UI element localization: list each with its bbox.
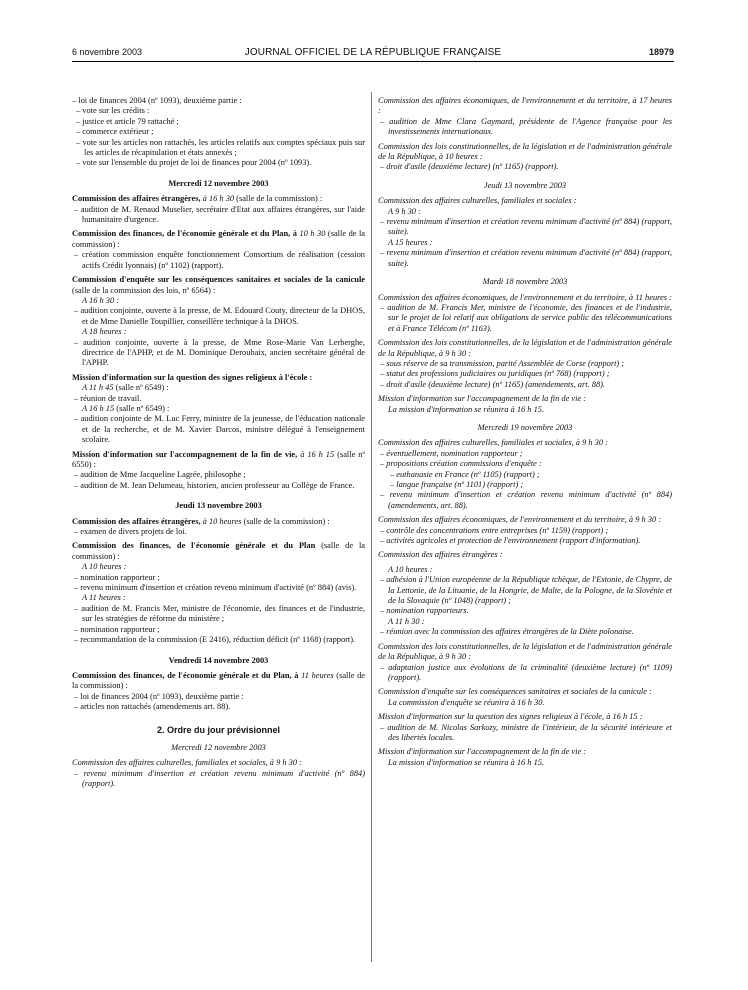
agenda-entry [72,517,365,527]
list-item: – création commission enquête fonctionnement Consortium de réalisation (cession actifs Crédit lyonnais) (nº 1102) (rapport). [74,250,365,270]
entry-title: Commission des finances, de l'économie générale et du Plan, à [72,229,297,239]
entry-title: Commission des finances, de l'économie générale et du Plan, à [72,670,299,680]
page-header [72,47,674,61]
date-heading: Mardi 18 novembre 2003 [482,277,568,287]
entry-title: Commission des affaires étrangères, [72,194,201,204]
entry-title: Mission d'information sur la question des signes religieux à l'école : [72,372,313,382]
date-heading: Vendredi 14 novembre 2003 [168,655,269,665]
agenda-entry: Commission des affaires économiques, de l'environnement et du territoire, à 9 h 30 : [378,515,662,525]
entry-title: Mission d'information sur l'accompagnement de la fin de vie, [72,449,298,459]
agenda-entry [72,541,365,562]
entry-time: 11 heures [301,670,334,680]
list-item: – audition de M. Francis Mer, ministre de l'économie, des finances et de l'industrie, sur le projet de loi relatif aux obligations de service public des télécommunications et à France Télécom (nº 1163). [380,302,672,333]
time-slot: A 15 heures : [388,237,433,247]
entry-time: à 16 h 30 [202,194,235,204]
entry-note: La mission d'information se réunira à 16 h 15. [388,404,545,414]
list-item: – recommandation de la commission (E 2416), réduction déficit (nº 1168) (rapport). [74,635,356,645]
entry-note: La commission d'enquête se réunira à 16 h 30. [388,697,545,707]
entry-time: A 16 h 15 [82,403,115,413]
entry-room: (salle de la commission) : [72,541,365,561]
list-item: – sous réserve de sa transmission, parité Assemblée de Corse (rapport) ; [380,358,625,368]
entry-room: (salle nº 6549) : [115,383,169,393]
entry-room: (salle nº 6549) : [116,403,170,413]
agenda-entry [72,373,365,383]
entry-time: A 11 h 45 [82,383,114,393]
agenda-entry: Commission des affaires culturelles, familiales et sociales, à 9 h 30 : [72,758,302,768]
entry-title: Commission des affaires étrangères, [72,516,201,526]
agenda-entry: Mission d'information sur l'accompagnement de la fin de vie : [378,747,587,757]
list-item: – contrôle des concentrations entre entreprises (nº 1159) (rapport) ; [380,525,609,535]
time-slot: A 10 heures : [388,564,433,574]
agenda-entry: Mission d'information sur l'accompagnement de la fin de vie : [378,394,587,404]
list-item: – réunion avec la commission des affaires étrangères de la Diète polonaise. [380,627,634,637]
entry-time: à 16 h 15 [300,449,335,459]
list-item: – réunion de travail. [74,393,142,403]
entry-room: (salle de la commission) : [236,194,323,204]
list-item: – euthanasie en France (nº 1105) (rapport) ; [390,469,540,479]
entry-room: (salle de la commission des lois, nº 6564) : [72,285,216,295]
time-slot: A 18 heures : [82,327,127,337]
list-item: – éventuellement, nomination rapporteur ; [380,448,523,458]
list-item: – audition conjointe, ouverte à la presse, de M. Edouard Couty, directeur de la DHOS, et de Mme Danielle Toupillier, conseillère technique à la DHOS. [74,306,365,326]
list-item: – activités agricoles et protection de l'environnement (rapport d'information). [380,536,641,546]
page-number: 18979 [648,47,674,57]
list-item: – loi de finances 2004 (nº 1093), deuxième partie : [74,691,244,701]
agenda-entry: Commission des affaires culturelles, familiales et sociales, à 9 h 30 : [378,438,608,448]
column-separator [371,92,372,962]
list-item: – statut des professions judiciaires ou juridiques (nº 768) (rapport) ; [380,369,610,379]
entry-time: 10 h 30 [299,229,326,239]
agenda-entry: Commission des lois constitutionnelles, de la législation et de l'administration générale de la République, à 9 h 30 : [378,338,672,358]
list-item: – revenu minimum d'insertion et création revenu minimum d'activité (nº 884) (avis). [74,583,357,593]
list-item: – revenu minimum d'insertion et création revenu minimum d'activité (nº 884) (rapport, suite). [380,248,672,268]
date-heading: Mercredi 19 novembre 2003 [477,422,573,432]
journal-title: JOURNAL OFFICIEL DE LA RÉPUBLIQUE FRANÇAISE [244,47,502,58]
agenda-entry: Commission des lois constitutionnelles, de la législation et de l'administration générale de la République, à 10 heures : [378,141,672,162]
agenda-entry [72,450,365,471]
agenda-entry [72,229,365,250]
list-item: – langue française (nº 1101) (rapport) ; [390,480,524,489]
entry-title: Commission des finances, de l'économie générale et du Plan [72,541,316,551]
time-slot: A 9 h 30 : [388,206,421,216]
entry-room: (salle de la commission) : [72,229,366,249]
agenda-entry: Mission d'information sur la question des signes religieux à l'école, à 16 h 15 : [378,712,643,722]
right-column [378,96,672,768]
agenda-entry: Commission d'enquête sur les conséquences sanitaires et sociales de la canicule : [378,687,652,697]
entry-title: Commission d'enquête sur les conséquences sanitaires et sociales de la canicule [72,275,365,285]
header-rule [72,61,674,62]
list-item: – revenu minimum d'insertion et création revenu minimum d'activité (nº 884) (rapport). [74,768,365,789]
list-item: – adhésion à l'Union européenne de la République tchèque, de l'Estonie, de Chypre, de la Lettonie, de la Lituanie, de la Hongrie, de Malte, de la Pologne, de la Slovénie et de la Slovaquie (nº 1048) (rapport) ; [380,575,672,606]
list-item: – adaptation justice aux évolutions de la criminalité (deuxième lecture) (nº 1109) (rapport). [380,662,672,682]
agenda-entry: Commission des affaires économiques, de l'environnement et du territoire, à 17 heures : [378,96,672,116]
time-slot: A 11 h 30 : [388,616,425,626]
entry-time: à 10 heures [202,516,242,526]
time-slot [72,404,365,414]
time-slot [72,383,365,393]
agenda-entry: Commission des affaires économiques, de l'environnement et du territoire, à 11 heures : [378,292,672,302]
header-date: 6 novembre 2003 [72,47,143,57]
list-item: – audition de Mme Clara Gaymard, présidente de l'Agence française pour les investissements internationaux. [380,116,672,137]
list-item: – audition de M. Renaud Muselier, secrétaire d'Etat aux affaires étrangères, sur l'aide humanitaire d'urgence. [74,204,365,225]
date-heading: Jeudi 13 novembre 2003 [175,501,262,511]
list-item: – audition de M. Nicolas Sarkozy, ministre de l'intérieur, de la sécurité intérieure et des libertés locales. [380,722,672,742]
entry-room: (salle de la commission) : [243,516,330,526]
list-item: – commerce extérieur ; [76,127,154,137]
list-item: – droit d'asile (deuxième lecture) (nº 1165) (rapport). [380,162,559,172]
agenda-entry [72,194,365,204]
list-item: – audition conjointe, ouverte à la presse, de Mme Rose-Marie Van Lerberghe, directrice de l'APHP, et de M. Dominique Deroubaix, ancien secrétaire général de l'APHP. [74,337,365,368]
list-item: – audition de M. Jean Delumeau, historien, ancien professeur au Collège de France. [74,480,355,490]
agenda-entry: Commission des lois constitutionnelles, de la législation et de l'administration générale de la République, à 9 h 30 : [378,641,672,662]
list-item: – justice et article 79 rattaché ; [76,116,179,126]
list-item: – nomination rapporteur ; [74,572,160,582]
list-item: – audition de Mme Jacqueline Lagrée, philosophe ; [74,470,246,480]
agenda-entry: Commission des affaires étrangères : [378,550,503,560]
list-item: – revenu minimum d'insertion et création revenu minimum d'activité (nº 884) (rapport, suite). [380,217,672,237]
agenda-entry [72,671,365,692]
date-heading: Mercredi 12 novembre 2003 [171,742,266,752]
list-item: – droit d'asile (deuxième lecture) (nº 1165) (amendements, art. 88). [380,379,606,389]
date-heading: Jeudi 13 novembre 2003 [483,180,567,190]
time-slot: A 11 heures : [82,593,126,603]
entry-note: La mission d'information se réunira à 16 h 15. [388,757,545,767]
time-slot: A 16 h 30 : [82,295,120,305]
list-item: – audition conjointe de M. Luc Ferry, ministre de la jeunesse, de l'éducation nationale et de la recherche, et de M. Xavier Darcos, ministre délégué à l'enseignement scolaire. [74,414,365,445]
entry-room: (salle de la commission) : [72,670,366,691]
list-item: – revenu minimum d'insertion et création revenu minimum d'activité (nº 884) (amendements, art. 88). [380,490,672,510]
time-slot: A 10 heures : [82,562,127,572]
section-heading: 2. Ordre du jour prévisionnel [156,724,281,735]
list-item: – propositions création commissions d'enquête : [380,459,542,469]
list-item: – loi de finances 2004 (nº 1093), deuxième partie : [72,96,242,105]
agenda-entry [72,275,365,296]
list-item: – vote sur l'ensemble du projet de loi de finances pour 2004 (nº 1093). [76,158,312,168]
list-item: – vote sur les crédits : [76,106,150,116]
list-item: – nomination rapporteurs. [380,606,469,616]
agenda-entry: Commission des affaires culturelles, familiales et sociales : [378,196,577,206]
list-item: – vote sur les articles non rattachés, les articles relatifs aux comptes spéciaux puis sur les articles de récapitulation et états annexés ; [76,137,365,158]
list-item: – nomination rapporteur ; [74,624,160,634]
date-heading: Mercredi 12 novembre 2003 [168,178,269,188]
list-item: – audition de M. Francis Mer, ministre de l'économie, des finances et de l'industrie, sur les stratégies de réforme du ministère ; [74,603,365,624]
list-item: – articles non rattachés (amendements art. 88). [74,702,231,712]
left-column [72,96,365,790]
entry-room: (salle nº 6550) : [72,449,366,469]
list-item: – examen de divers projets de loi. [74,527,187,537]
